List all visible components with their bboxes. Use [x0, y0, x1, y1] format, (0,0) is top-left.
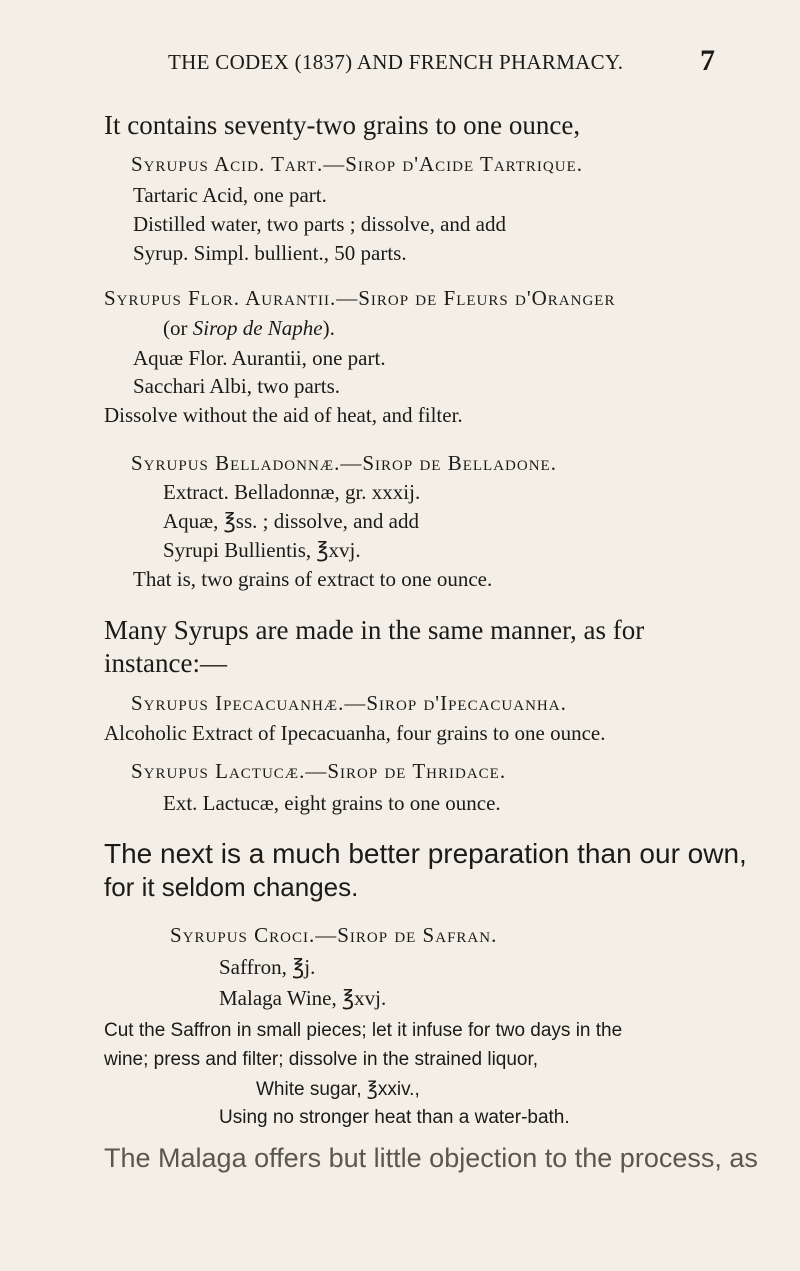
paragraph-line: for it seldom changes.	[104, 872, 359, 902]
recipe-line: Cut the Saffron in small pieces; let it infuse for two days in the	[104, 1020, 623, 1041]
paragraph-line: instance:—	[104, 648, 227, 678]
recipe-line: Saffron, ℥j.	[219, 955, 316, 979]
recipe-line: wine; press and filter; dissolve in the strained liquor,	[104, 1049, 539, 1070]
running-header: THE CODEX (1837) AND FRENCH PHARMACY.	[168, 50, 624, 74]
recipe-line: Syrupi Bullientis, ℥xvj.	[163, 538, 361, 562]
recipe-line: Extract. Belladonnæ, gr. xxxij.	[163, 480, 421, 504]
recipe-line: That is, two grains of extract to one ounce.	[133, 567, 493, 591]
recipe-line: Distilled water, two parts ; dissolve, and add	[133, 212, 507, 236]
recipe-line: White sugar, ℥xxiv.,	[256, 1079, 420, 1100]
recipe-title-lactuca: Syrupus Lactucæ.—Sirop de Thridace.	[131, 759, 507, 783]
paragraph-line: The next is a much better preparation than our own,	[104, 838, 747, 869]
recipe-title-belladonna: Syrupus Belladonnæ.—Sirop de Belladone.	[131, 451, 557, 475]
recipe-line: Using no stronger heat than a water-bath.	[219, 1107, 570, 1128]
recipe-line: Aquæ, ℥ss. ; dissolve, and add	[163, 509, 419, 533]
recipe-title-orange-flower: Syrupus Flor. Aurantii.—Sirop de Fleurs d'Oranger	[104, 286, 616, 310]
recipe-title-saffron: Syrupus Croci.—Sirop de Safran.	[170, 923, 498, 947]
paragraph-line: Many Syrups are made in the same manner, as for	[104, 615, 645, 645]
recipe-line: Tartaric Acid, one part.	[133, 183, 327, 207]
page-number: 7	[700, 44, 715, 77]
paragraph-line: The Malaga offers but little objection to the process, as	[104, 1143, 758, 1173]
recipe-line: Syrup. Simpl. bullient., 50 parts.	[133, 241, 407, 265]
recipe-title-ipecacuanha: Syrupus Ipecacuanhæ.—Sirop d'Ipecacuanha.	[131, 691, 567, 715]
recipe-line: Ext. Lactucæ, eight grains to one ounce.	[163, 791, 501, 815]
recipe-subtitle: (or Sirop de Naphe).	[163, 316, 335, 340]
recipe-title-tartaric: Syrupus Acid. Tart.—Sirop d'Acide Tartrique.	[131, 152, 584, 176]
recipe-line: Dissolve without the aid of heat, and filter.	[104, 403, 463, 427]
intro-line: It contains seventy-two grains to one ounce,	[104, 110, 581, 140]
recipe-line: Alcoholic Extract of Ipecacuanha, four grains to one ounce.	[104, 721, 606, 745]
recipe-line: Sacchari Albi, two parts.	[133, 374, 341, 398]
recipe-line: Aquæ Flor. Aurantii, one part.	[133, 346, 386, 370]
recipe-line: Malaga Wine, ℥xvj.	[219, 986, 387, 1010]
